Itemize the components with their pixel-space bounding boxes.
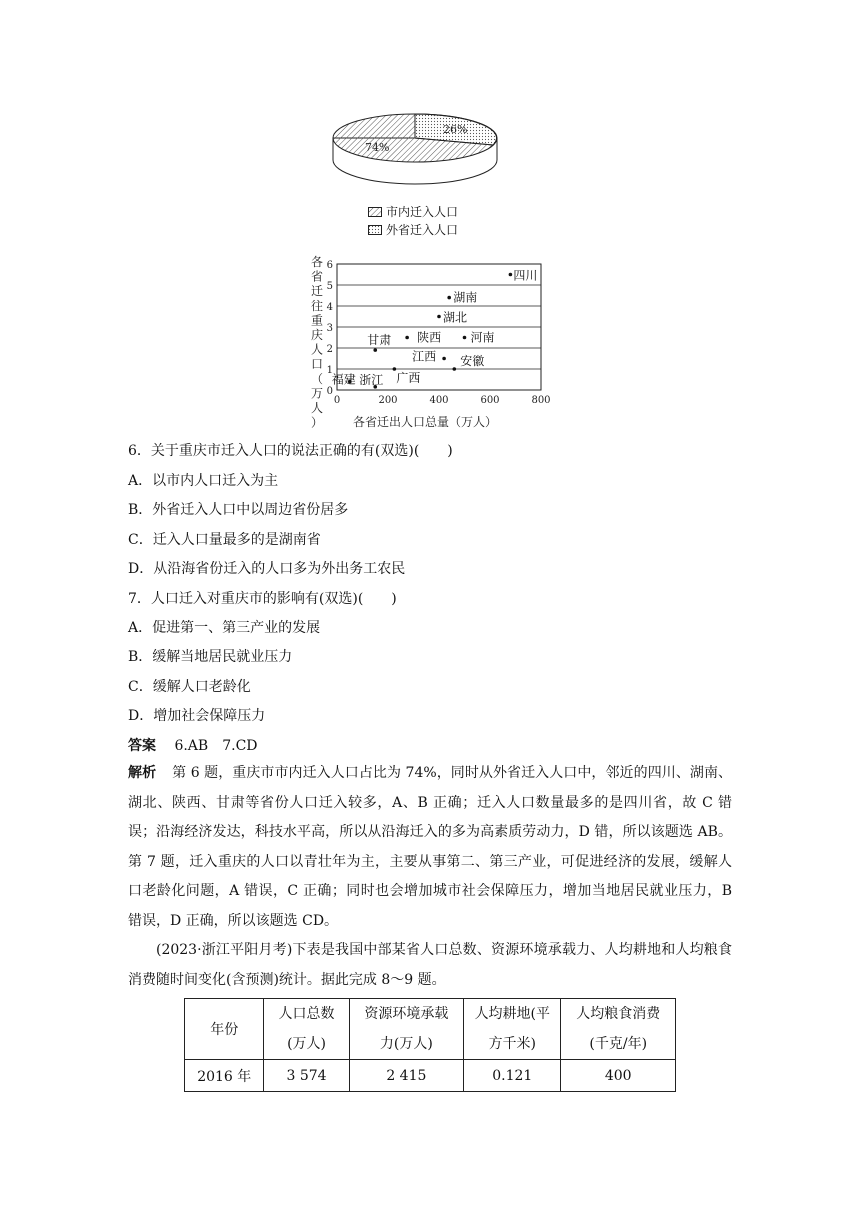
dots-swatch-icon	[368, 225, 382, 235]
scatter-chart	[305, 252, 565, 432]
x-tick-label: 0	[333, 395, 341, 406]
cell-grain: 400	[561, 1060, 676, 1092]
y-tick-label: 3	[326, 323, 333, 334]
y-axis-label-char: 往	[311, 298, 324, 313]
analysis-text: 第 6 题，重庆市市内迁入人口占比为 74%，同时从外省迁入人口中，邻近的四川、湖南、湖北、陕西、甘肃等省份人口迁入较多，A、B 正确；迁入人口数量最多的是四川省，故 C 错误；沿海经济发达，科技水平高，所以从沿海迁入的多为高素质劳动力，D 错，所以该题选 AB。第 7 题，迁入重庆的人口以青壮年为主，主要从事第二、第三产业，可促进经济的发展，缓解人口老龄化问题，A 错误，C 正确；同时也会增加城市社会保障压力，增加当地居民就业压力，B 错误，D 正确，所以该题选 CD。	[128, 765, 733, 929]
x-tick-label: 600	[480, 395, 500, 406]
header-farmland: 人均耕地(平 方千米)	[464, 999, 561, 1060]
y-axis-label	[311, 255, 323, 430]
x-tick-label: 200	[378, 395, 398, 406]
scatter-chart-svg	[305, 252, 565, 432]
point-label: 福建	[331, 372, 356, 387]
cell-capacity: 2 415	[349, 1060, 464, 1092]
data-point	[453, 367, 457, 371]
y-tick-label: 6	[326, 260, 333, 271]
point-label: 甘肃	[367, 333, 392, 348]
q6-option-d: D．从沿海省份迁入的人口多为外出务工农民	[128, 561, 406, 577]
x-tick-label: 800	[531, 395, 551, 406]
legend-label-other: 外省迁入人口	[386, 223, 459, 237]
point-label: 四川	[513, 268, 538, 283]
data-point	[463, 336, 467, 340]
header-population: 人口总数 (万人)	[264, 999, 349, 1060]
header-year: 年份	[185, 999, 264, 1060]
q6-option-a: A．以市内人口迁入为主	[128, 473, 279, 489]
point-label: 陕西	[417, 330, 442, 345]
pie-legend	[368, 203, 458, 239]
x-axis-label: 各省迁出人口总量（万人）	[353, 415, 498, 429]
answer-text: 6.AB 7.CD	[174, 738, 258, 754]
point-label: 湖北	[443, 310, 468, 325]
y-axis-label-char: （	[311, 371, 324, 386]
y-axis-label-char: 迁	[311, 284, 324, 299]
header-capacity: 资源环境承载 力(万人)	[349, 999, 464, 1060]
data-point	[509, 273, 513, 277]
pie-label-local: 74%	[365, 141, 390, 154]
y-tick-label: 4	[326, 302, 333, 313]
point-label: 江西	[412, 349, 437, 364]
y-axis-label-char: 重	[311, 313, 324, 328]
q6-option-c: C．迁入人口量最多的是湖南省	[128, 532, 321, 548]
y-tick-label: 0	[326, 386, 333, 397]
y-tick-label: 5	[326, 281, 333, 292]
pie-chart-svg	[325, 108, 505, 192]
table-header-row	[185, 999, 676, 1060]
cell-year: 2016 年	[185, 1060, 264, 1092]
point-label: 湖南	[453, 290, 478, 305]
q7-option-c: C．缓解人口老龄化	[128, 679, 251, 695]
point-label: 广西	[396, 371, 421, 385]
y-axis-label-char: ）	[311, 415, 324, 430]
question-intro: (2023·浙江平阳月考)下表是我国中部某省人口总数、资源环境承载力、人均耕地和人均粮食消费随时间变化(含预测)统计。据此完成 8～9 题。	[128, 942, 732, 988]
answer-label: 答案	[128, 738, 156, 754]
legend-item-local	[368, 203, 458, 221]
x-tick-label: 400	[429, 395, 449, 406]
pie-label-other: 26%	[443, 123, 468, 136]
data-point	[373, 348, 377, 352]
q7-stem: 7．人口迁入对重庆市的影响有(双选)( )	[128, 591, 397, 607]
q6-option-b: B．外省迁入人口中以周边省份居多	[128, 502, 349, 518]
q7-option-b: B．缓解当地居民就业压力	[128, 649, 293, 665]
header-grain: 人均粮食消费 (千克/年)	[561, 999, 676, 1060]
y-axis-label-char: 口	[311, 357, 324, 372]
y-axis-label-char: 人	[311, 342, 324, 357]
data-table	[184, 998, 676, 1092]
pie-chart	[325, 108, 505, 192]
cell-farmland: 0.121	[464, 1060, 561, 1092]
q6-stem: 6．关于重庆市迁入人口的说法正确的有(双选)( )	[128, 443, 453, 459]
y-tick-label: 2	[326, 344, 333, 355]
y-axis-label-char: 各	[311, 255, 324, 269]
y-tick-label: 1	[326, 365, 333, 376]
cell-population: 3 574	[264, 1060, 349, 1092]
q7-option-a: A．促进第一、第三产业的发展	[128, 620, 321, 636]
y-axis-label-char: 万	[311, 386, 324, 401]
hatch-swatch-icon	[368, 207, 382, 217]
y-axis-label-char: 庆	[311, 328, 324, 342]
analysis-label: 解析	[128, 765, 157, 781]
point-label: 安徽	[460, 354, 485, 368]
legend-label-local: 市内迁入人口	[386, 205, 459, 219]
y-axis-label-char: 省	[311, 269, 324, 284]
data-point	[442, 357, 446, 361]
y-axis-label-char: 人	[311, 401, 324, 415]
data-point	[447, 296, 451, 300]
data-point	[437, 315, 441, 319]
point-label: 浙江	[359, 372, 384, 387]
analysis-block	[128, 759, 732, 936]
q7-option-d: D．增加社会保障压力	[128, 708, 266, 724]
legend-item-other	[368, 221, 458, 239]
point-label: 河南	[470, 330, 495, 345]
answer-line	[128, 737, 258, 755]
table-row	[185, 1060, 676, 1092]
data-point	[405, 336, 409, 340]
